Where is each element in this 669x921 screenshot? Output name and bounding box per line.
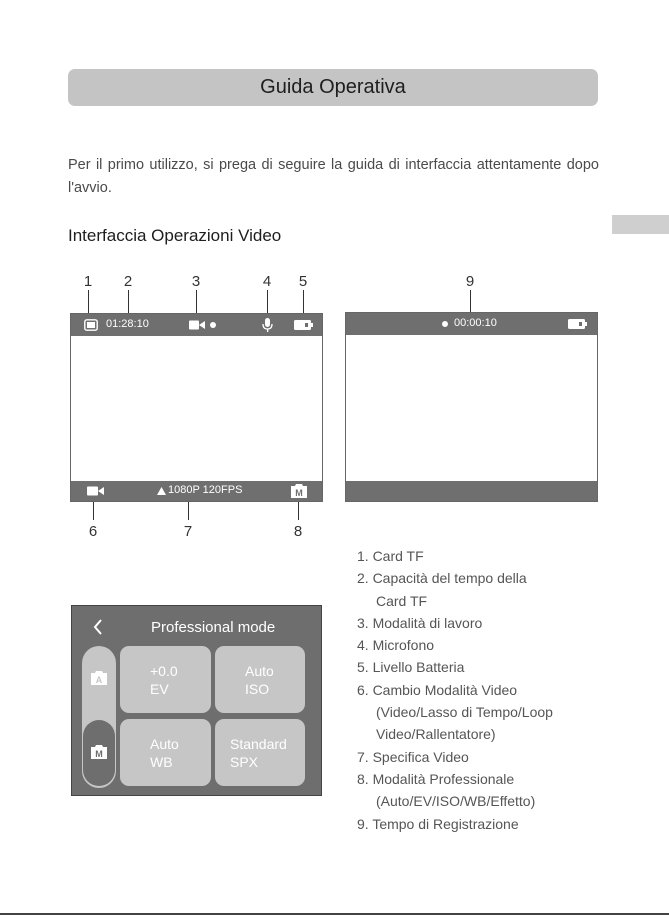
ev-tile[interactable] xyxy=(120,646,211,713)
wb-value: Auto xyxy=(150,736,179,752)
wb-tile[interactable] xyxy=(120,719,211,786)
callout-5: 5 xyxy=(298,273,308,290)
tf-capacity-time: 01:28:10 xyxy=(106,318,149,330)
record-dot-icon xyxy=(442,321,448,327)
callout-2: 2 xyxy=(123,273,133,290)
mode-switch-track[interactable] xyxy=(82,646,116,788)
legend-item: 7. Specifica Video xyxy=(357,748,469,765)
ev-value: +0.0 xyxy=(150,663,178,679)
legend-item: 3. Modalità di lavoro xyxy=(357,614,483,631)
record-dot-icon xyxy=(210,322,216,328)
video-camera-icon xyxy=(189,320,205,330)
legend-item: 4. Microfono xyxy=(357,637,435,654)
mode-switch-knob[interactable] xyxy=(83,720,115,786)
callout-line-7 xyxy=(188,502,189,520)
wb-label: WB xyxy=(150,754,173,770)
effect-tile[interactable] xyxy=(215,719,305,786)
section-title: Interfaccia Operazioni Video xyxy=(68,226,282,245)
manual-mode-icon[interactable] xyxy=(91,745,107,759)
iso-label: ISO xyxy=(245,681,270,697)
intro-paragraph: Per il primo utilizzo, si prega di seguire la guida di interfaccia attentamente dopo l'avvio. xyxy=(68,157,599,196)
recording-screen xyxy=(345,312,598,502)
legend-item: 1. Card TF xyxy=(357,548,424,564)
callout-line-3 xyxy=(196,290,197,315)
bottom-rule xyxy=(0,913,669,915)
recording-bottom-bar xyxy=(346,481,597,501)
legend-item: Card TF xyxy=(376,592,428,609)
callout-6: 6 xyxy=(88,523,98,540)
professional-mode-panel xyxy=(71,605,322,796)
callout-line-8 xyxy=(298,502,299,520)
battery-icon xyxy=(294,320,313,330)
callout-8: 8 xyxy=(293,523,303,540)
iso-tile[interactable] xyxy=(215,646,305,713)
effect-value: Standard xyxy=(230,736,287,752)
legend-item: (Video/Lasso di Tempo/Loop xyxy=(376,704,553,721)
back-chevron-icon[interactable] xyxy=(93,619,103,635)
recording-timer: 00:00:10 xyxy=(454,317,497,329)
recording-top-bar xyxy=(346,313,597,335)
svg-text:M: M xyxy=(295,488,303,498)
triangle-up-icon xyxy=(157,487,166,495)
callout-4: 4 xyxy=(262,273,272,290)
callout-line-5 xyxy=(303,290,304,315)
callout-3: 3 xyxy=(191,273,201,290)
professional-mode-title: Professional mode xyxy=(151,619,276,636)
legend-item: 9. Tempo di Registrazione xyxy=(357,815,519,832)
video-screen xyxy=(70,313,323,502)
legend-item: 8. Modalità Professionale xyxy=(357,770,515,787)
video-mode-icon xyxy=(87,486,104,496)
ev-label: EV xyxy=(150,681,169,697)
callout-line-4 xyxy=(267,290,268,315)
video-bottom-bar xyxy=(71,481,322,501)
callout-1: 1 xyxy=(83,273,93,290)
page-title: Guida Operativa xyxy=(260,76,406,98)
pro-mode-icon xyxy=(291,484,307,498)
legend-list xyxy=(357,545,553,835)
callout-9: 9 xyxy=(465,273,475,290)
iso-value: Auto xyxy=(245,663,274,679)
legend-item: 5. Livello Batteria xyxy=(357,659,465,676)
legend-item: (Auto/EV/ISO/WB/Effetto) xyxy=(376,793,536,810)
callout-line-9 xyxy=(470,290,471,313)
tf-card-icon xyxy=(84,319,98,331)
legend-item: 6. Cambio Modalità Video xyxy=(357,681,518,698)
legend-item: Video/Rallentatore) xyxy=(376,726,496,743)
battery-icon xyxy=(568,319,587,329)
callout-line-1 xyxy=(88,290,89,315)
callout-line-2 xyxy=(128,290,129,315)
effect-label: SPX xyxy=(230,754,259,770)
microphone-icon xyxy=(262,318,273,333)
callout-7: 7 xyxy=(183,523,193,540)
page-title-bar xyxy=(68,69,598,106)
svg-text:M: M xyxy=(95,749,103,759)
callout-line-6 xyxy=(93,502,94,520)
video-resolution: 1080P 120FPS xyxy=(168,484,243,496)
svg-text:A: A xyxy=(95,675,103,685)
video-top-bar xyxy=(71,314,322,336)
side-tab-marker xyxy=(612,215,669,234)
legend-item: 2. Capacità del tempo della xyxy=(357,570,527,587)
auto-mode-icon[interactable] xyxy=(91,671,107,685)
